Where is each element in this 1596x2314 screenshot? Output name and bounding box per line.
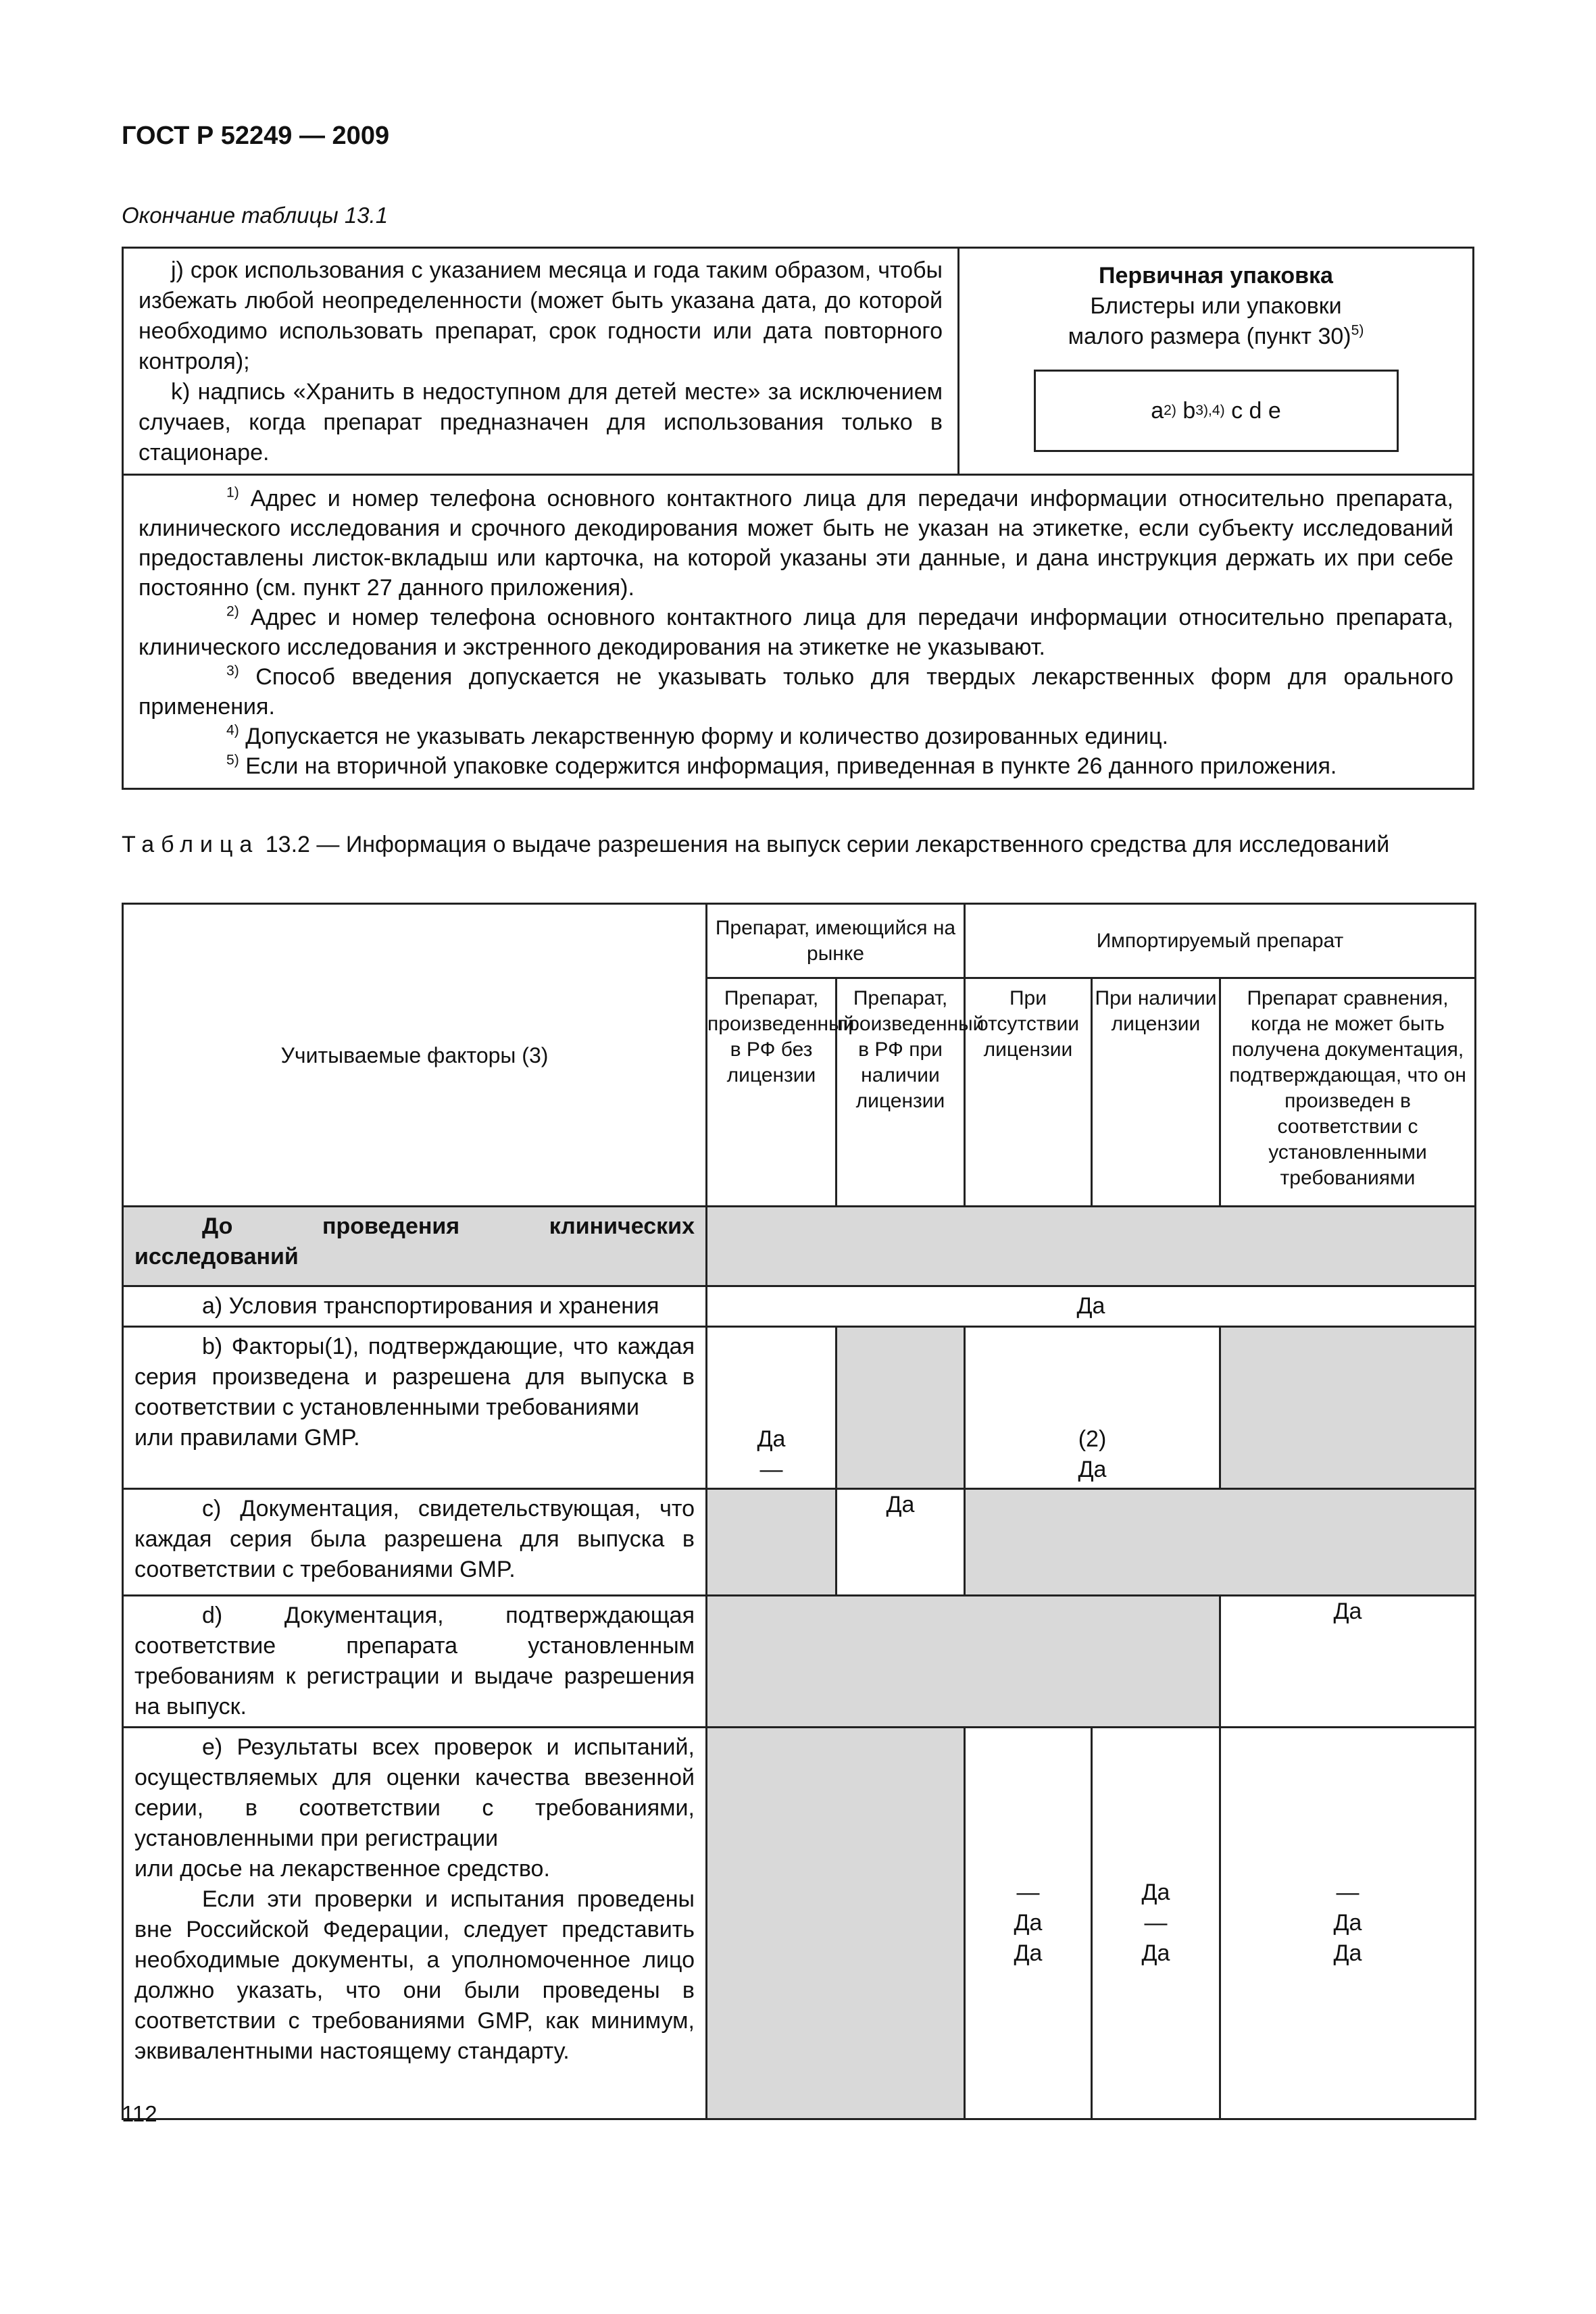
header-col-import-no-license: При отсутствии лицензии	[965, 978, 1092, 1207]
row-d-cols1-4	[707, 1596, 1220, 1728]
document-code: ГОСТ Р 52249 — 2009	[122, 122, 390, 150]
row-b-import-cols: (2) Да	[965, 1327, 1220, 1489]
footnote: $^{1)}$ Адрес и номер телефона основного контактного лица для передачи информации относительно препарата, клинического исследования и срочного декодирования может быть не указан на этикетке, если субъекту исследований предоставлены листок-вкладыш или карточка, на которой указаны эти данные, и дана инструкция держать их при себе постоянно (см. пункт 27 данного приложения).	[139, 484, 1453, 601]
table-continuation-label: Окончание таблицы 13.1	[122, 203, 389, 228]
row-e-col4: Да — Да	[1092, 1728, 1220, 2119]
row-a-value: Да	[707, 1286, 1476, 1327]
footnote: $^{3)}$ Способ введения допускается не указывать только для твердых лекарственных форм для орального применения.	[139, 663, 1453, 720]
row-d-col5: Да	[1220, 1596, 1476, 1728]
label-items-box: a 2) b 3),4) c d e	[1034, 370, 1399, 452]
primary-package-title: Первичная упаковка	[1099, 263, 1333, 288]
table-13-1-footnotes	[124, 476, 1472, 788]
table-13-1-right-cell	[959, 249, 1472, 474]
footnote: $^{2)}$ Адрес и номер телефона основного контактного лица для передачи информации относительно препарата, клинического исследования и экстренного декодирования на этикетке не указывают.	[139, 603, 1453, 660]
row-a-label: а) Условия транспортирования и хранения	[123, 1286, 707, 1327]
header-col-rf-no-license: Препарат, произведенный в РФ без лицензии	[707, 978, 837, 1207]
row-c-import-cols	[965, 1489, 1476, 1596]
row-b-col5	[1220, 1327, 1476, 1489]
section-before-trials: До проведения клинических исследований	[123, 1207, 707, 1286]
row-e-col5: — Да Да	[1220, 1728, 1476, 2119]
item-k: k) надпись «Хранить в недоступном для детей месте» за исключением случаев, когда препарат предназначен для использования только в стационаре.	[139, 379, 943, 466]
row-c-col1	[707, 1489, 837, 1596]
section-fill	[707, 1207, 1476, 1286]
header-import: Импортируемый препарат	[965, 904, 1476, 978]
row-e-label: е) Результаты всех проверок и испытаний, осуществляемых для оценки качества ввезенной серии, в соответствии с требованиями, установленными при регистрации или досье на лекарственное средство. Если эти проверки и испытания проведены вне Российской Федерации, следует представить необходимые документы, а уполномоченное лицо должно указать, что они были проведены в соответствии с требованиями GMP, как минимум, эквивалентными настоящему стандарту.	[123, 1728, 707, 2119]
row-b-label: b) Факторы(1), подтверждающие, что каждая серия произведена и разрешена для выпуска в соответствии с установленными требованиями или правилами GMP.	[123, 1327, 707, 1489]
item-j: j) срок использования с указанием месяца и года таким образом, чтобы избежать любой неопределенности (может быть указана дата, до которой необходимо использовать препарат, срок годности или дата повторного контроля);	[139, 257, 943, 374]
header-col-import-license: При наличии лицензии	[1092, 978, 1220, 1207]
footnote: $^{4)}$ Допускается не указывать лекарственную форму и количество дозированных единиц.	[226, 722, 1169, 749]
row-b-col2	[837, 1327, 965, 1489]
row-d-label: d) Документация, подтверждающая соответствие препарата установленным требованиям к регистрации и выдаче разрешения на выпуск.	[123, 1596, 707, 1728]
row-b-col1: Да —	[707, 1327, 837, 1489]
header-factors: Учитываемые факторы (3)	[123, 904, 707, 1207]
table-13-1-left-cell	[124, 249, 959, 474]
table-13-2	[122, 903, 1476, 2120]
table-13-1	[122, 247, 1474, 790]
primary-package-sub1: Блистеры или упаковки	[1090, 293, 1342, 319]
row-c-col2: Да	[837, 1489, 965, 1596]
page-number: 112	[122, 2101, 157, 2126]
footnote: $^{5)}$ Если на вторичной упаковке содержится информация, приведенная в пункте 26 данного приложения.	[226, 752, 1337, 779]
header-col-comparator: Препарат сравнения, когда не может быть получена документация, подтверждающая, что он произведен в соответствии с установленными требованиями	[1220, 978, 1476, 1207]
primary-package-sub2: малого размера (пункт 30)$^{5)}$	[1068, 322, 1364, 349]
table-13-2-caption: Таблица 13.2 — Информация о выдаче разрешения на выпуск серии лекарственного средства для исследований	[122, 832, 1390, 857]
header-col-rf-license: Препарат, произведенный в РФ при наличии лицензии	[837, 978, 965, 1207]
row-e-col3: — Да Да	[965, 1728, 1092, 2119]
header-market: Препарат, имеющийся на рынке	[707, 904, 965, 978]
row-c-label: с) Документация, свидетельствующая, что каждая серия была разрешена для выпуска в соответствии с требованиями GMP.	[123, 1489, 707, 1596]
row-e-cols1-2	[707, 1728, 965, 2119]
